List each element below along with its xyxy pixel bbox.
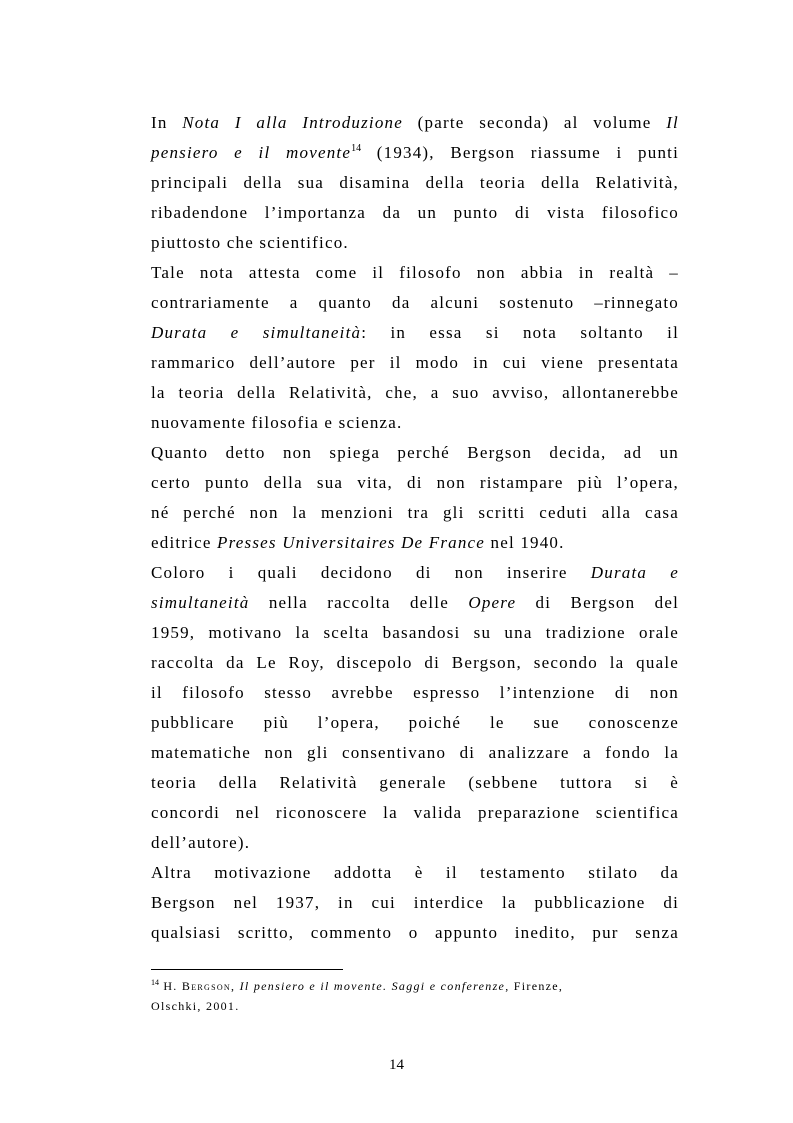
- text-line: Altra motivazione addotta è il testamento stilato da: [151, 863, 679, 882]
- italic-title: Presses Universitaires De France: [217, 533, 486, 552]
- text-line: piuttosto che scientifico.: [151, 233, 349, 252]
- italic-title: Il pensiero e il movente. Saggi e conferenze: [239, 979, 506, 993]
- text-line: certo punto della sua vita, di non ristampare più l’opera,: [151, 473, 679, 492]
- text-line: Bergson nel 1937, in cui interdice la pubblicazione di: [151, 893, 679, 912]
- text-line: qualsiasi scritto, commento o appunto inedito, pur senza: [151, 923, 679, 942]
- paragraph: [151, 258, 679, 438]
- text-line: pubblicare più l’opera, poiché le sue conoscenze: [151, 713, 679, 732]
- italic-title: Opere: [468, 593, 517, 612]
- text-line: rammarico dell’autore per il modo in cui viene presentata: [151, 353, 679, 372]
- text-line: Durata e simultaneità: in essa si nota soltanto il: [151, 323, 679, 342]
- text-line: 1959, motivano la scelta basandosi su una tradizione orale: [151, 623, 679, 642]
- text-line: nuovamente filosofia e scienza.: [151, 413, 403, 432]
- italic-title: simultaneità: [151, 593, 250, 612]
- text-line: concordi nel riconoscere la valida preparazione scientifica: [151, 803, 679, 822]
- italic-title: Durata e simultaneità: [151, 323, 362, 342]
- text-line: pensiero e il movente$^{14}$ (1934), Bergson riassume i punti: [151, 143, 679, 162]
- text-line: matematiche non gli consentivano di analizzare a fondo la: [151, 743, 679, 762]
- text-line: principali della sua disamina della teoria della Relatività,: [151, 173, 679, 192]
- footnote-line: $^{14}$ H. Bergson, Il pensiero e il movente. Saggi e conferenze, Firenze,: [151, 978, 564, 993]
- footnote: [151, 976, 679, 1016]
- text-line: ribadendone l’importanza da un punto di vista filosofico: [151, 203, 679, 222]
- footnote-line: Olschki, 2001.: [151, 999, 240, 1013]
- footnote-divider: [151, 969, 343, 970]
- text-line: In Nota I alla Introduzione (parte seconda) al volume Il: [151, 113, 679, 132]
- paragraph: [151, 108, 679, 258]
- paragraph: [151, 438, 679, 558]
- footnote-marker: 14: [151, 978, 159, 987]
- italic-title: Il: [666, 113, 679, 132]
- author-surname: Bergson: [181, 979, 231, 993]
- text-line: Coloro i quali decidono di non inserire Durata e: [151, 563, 679, 582]
- text-line: Tale nota attesta come il filosofo non abbia in realtà –: [151, 263, 679, 282]
- italic-title: Nota I alla Introduzione: [182, 113, 403, 132]
- paragraph: [151, 858, 679, 948]
- text-line: il filosofo stesso avrebbe espresso l’intenzione di non: [151, 683, 679, 702]
- text-line: dell’autore).: [151, 833, 251, 852]
- text-line: raccolta da Le Roy, discepolo di Bergson, secondo la quale: [151, 653, 679, 672]
- text-line: né perché non la menzioni tra gli scritti ceduti alla casa: [151, 503, 679, 522]
- text-line: contrariamente a quanto da alcuni sostenuto –rinnegato: [151, 293, 679, 312]
- text-line: la teoria della Relatività, che, a suo avviso, allontanerebbe: [151, 383, 679, 402]
- paragraph: [151, 558, 679, 858]
- italic-title: pensiero e il movente: [151, 143, 352, 162]
- page-body: [151, 108, 679, 948]
- text-line: teoria della Relatività generale (sebbene tuttora si è: [151, 773, 679, 792]
- text-line: editrice Presses Universitaires De France nel 1940.: [151, 533, 565, 552]
- italic-title: Durata e: [590, 563, 679, 582]
- page-number: 14: [389, 1057, 404, 1073]
- text-line: Quanto detto non spiega perché Bergson decida, ad un: [151, 443, 679, 462]
- text-line: simultaneità nella raccolta delle Opere di Bergson del: [151, 593, 679, 612]
- footnote-reference[interactable]: 14: [351, 143, 362, 154]
